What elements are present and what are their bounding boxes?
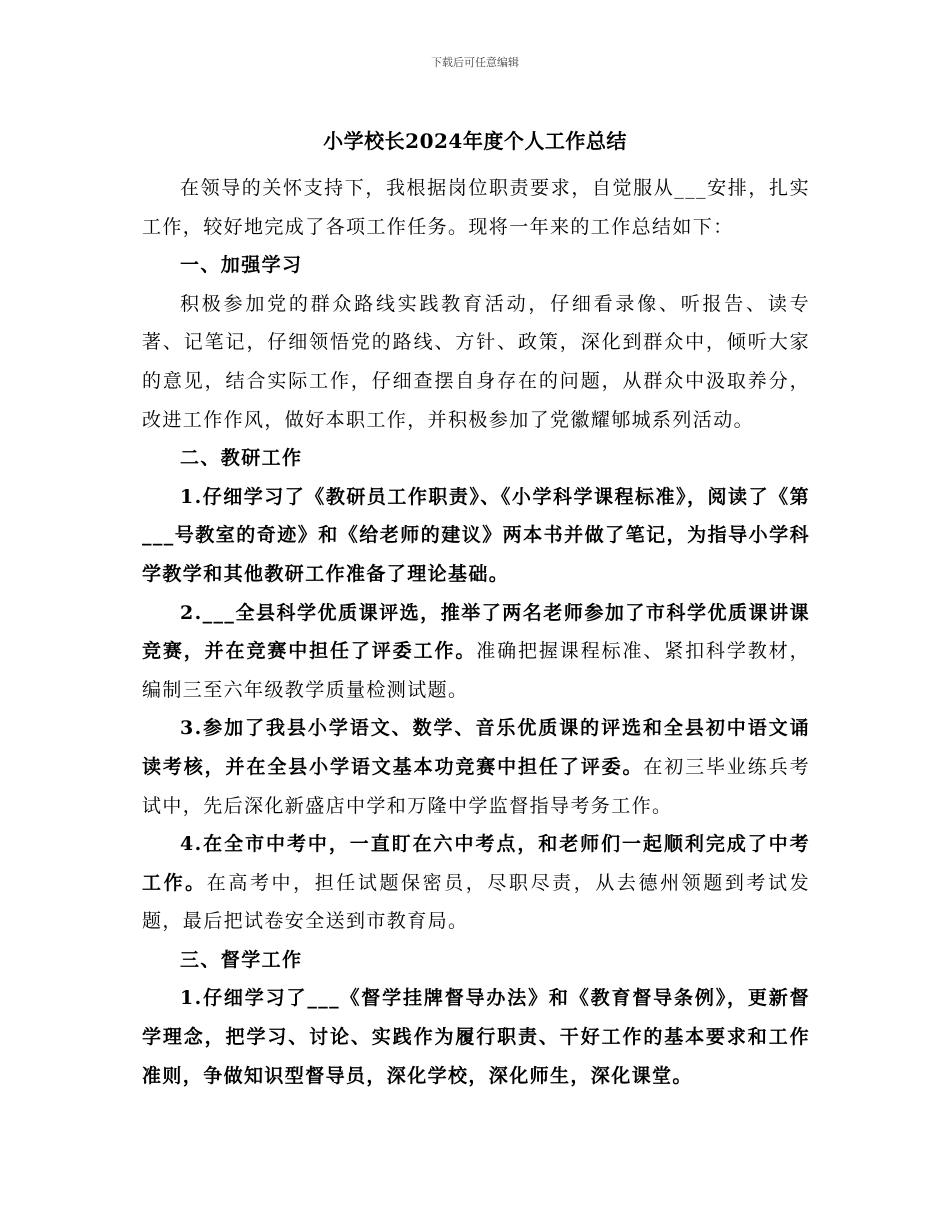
research-item-2-rest: 准确把握课程标准、紧扣科学教材，编制三至六年级教学质量检测试题。 [142, 640, 810, 701]
research-item-3-bold: 3.参加了我县小学语文、数学、音乐优质课的评选和全县初中语文诵读考核，并在全县小学语文基本功竞赛中担任了评委。 [142, 717, 810, 778]
research-item-4-rest: 在高考中，担任试题保密员，尽职尽责，从去德州领题到考试发题，最后把试卷安全送到市教育局。 [142, 871, 811, 933]
research-item-1 [142, 478, 810, 594]
document-body [142, 169, 810, 1095]
page-header-note: 下载后可任意编辑 [431, 56, 519, 69]
research-item-3-rest: 在初三毕业练兵考试中，先后深化新盛店中学和万隆中学监督指导考务工作。 [142, 755, 810, 817]
intro-paragraph: 在领导的关怀支持下，我根据岗位职责要求，自觉服从___安排，扎实工作，较好地完成了各项工作任务。现将一年来的工作总结如下： [142, 177, 810, 238]
supervision-item-1 [142, 979, 810, 1095]
research-item-4-bold: 4.在全市中考中，一直盯在六中考点，和老师们一起顺利完成了中考工作。 [142, 833, 810, 894]
research-item-4 [142, 825, 810, 941]
section-heading-supervision: 三、督学工作 [180, 948, 303, 971]
research-item-2 [142, 594, 810, 710]
document-title: 小学校长2024年度个人工作总结 [323, 129, 627, 153]
section-heading-teaching-research: 二、教研工作 [180, 447, 303, 470]
study-paragraph: 积极参加党的群众路线实践教育活动，仔细看录像、听报告、读专著、记笔记，仔细领悟党的路线、方针、政策，深化到群众中，倾听大家的意见，结合实际工作，仔细查摆自身存在的问题，从群众中汲取养分，改进工作作风，做好本职工作，并积极参加了党徽耀郇城系列活动。 [142, 292, 810, 431]
research-item-3 [142, 709, 810, 825]
research-item-1-bold: 1.仔细学习了《教研员工作职责》、《小学科学课程标准》，阅读了《第___号教室的奇迹》和《给老师的建议》两本书并做了笔记，为指导小学科学教学和其他教研工作准备了理论基础。 [142, 485, 810, 585]
supervision-item-1-bold: 1.仔细学习了___《督学挂牌督导办法》和《教育督导条例》，更新督学理念，把学习、讨论、实践作为履行职责、干好工作的基本要求和工作准则，争做知识型督导员，深化学校，深化师生，深化课堂。 [142, 987, 810, 1087]
research-item-2-bold: 2.___全县科学优质课评选，推举了两名老师参加了市科学优质课讲课竞赛，并在竞赛中担任了评委工作。 [142, 601, 810, 663]
section-heading-study: 一、加强学习 [180, 254, 303, 277]
